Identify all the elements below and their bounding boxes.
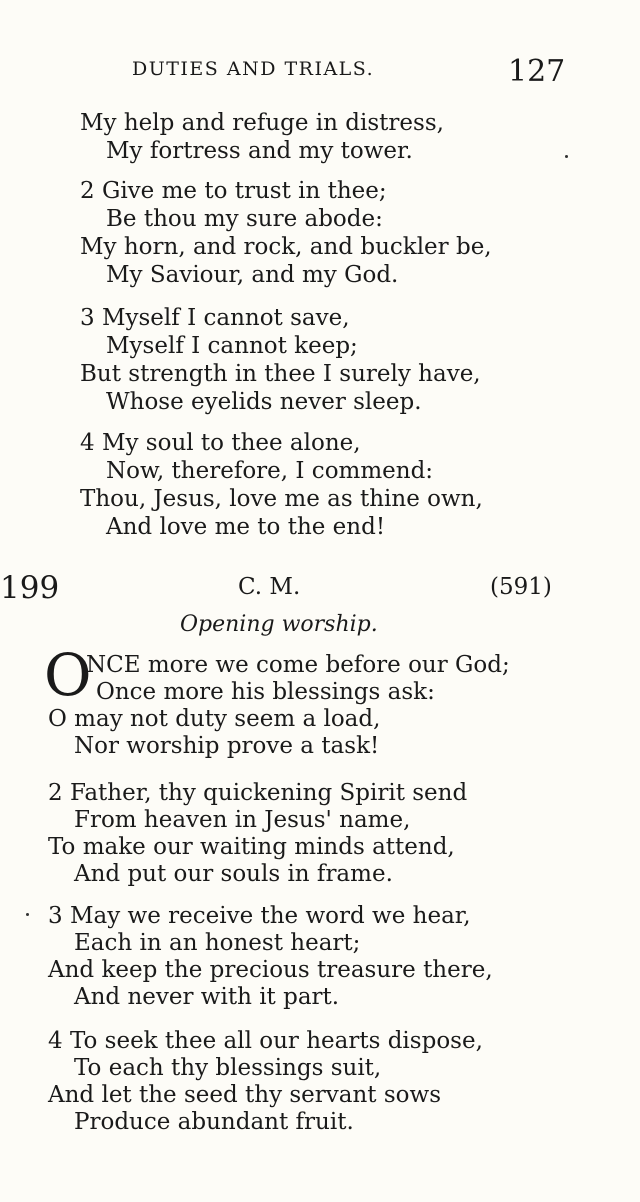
verse-line: My horn, and rock, and buckler be, <box>80 234 492 260</box>
verse-line: But strength in thee I surely have, <box>80 361 481 387</box>
verse-line: NCE more we come before our God; <box>86 652 510 678</box>
scan-speck <box>565 155 568 158</box>
verse-line: And love me to the end! <box>106 514 386 540</box>
verse-line: 4 My soul to thee alone, <box>80 430 361 456</box>
verse-line: My fortress and my tower. <box>106 138 413 164</box>
verse-line: Whose eyelids never sleep. <box>106 389 422 415</box>
verse-line: Each in an honest heart; <box>74 930 361 956</box>
verse-line: And keep the precious treasure there, <box>48 957 493 983</box>
verse-line: Nor worship prove a task! <box>74 733 380 759</box>
verse-line: And never with it part. <box>74 984 340 1010</box>
scan-speck <box>26 913 29 916</box>
hymn-meter: C. M. <box>238 574 301 600</box>
verse-line: Now, therefore, I commend: <box>106 458 434 484</box>
verse-line: To each thy blessings suit, <box>74 1055 382 1081</box>
verse-line: 2 Father, thy quickening Spirit send <box>48 780 468 806</box>
page-number: 127 <box>508 54 566 89</box>
running-head: DUTIES AND TRIALS. <box>132 58 375 80</box>
verse-line: My help and refuge in distress, <box>80 110 444 136</box>
verse-line: And put our souls in frame. <box>74 861 393 887</box>
verse-line: 2 Give me to trust in thee; <box>80 178 387 204</box>
hymn-number: 199 <box>0 570 60 606</box>
hymn-title: Opening worship. <box>180 612 378 637</box>
tune-number: (591) <box>490 574 552 600</box>
verse-line: Produce abundant fruit. <box>74 1109 354 1135</box>
verse-line: 3 May we receive the word we hear, <box>48 903 471 929</box>
verse-line: To make our waiting minds attend, <box>48 834 455 860</box>
verse-line: And let the seed thy servant sows <box>48 1082 441 1108</box>
verse-line: 3 Myself I cannot save, <box>80 305 350 331</box>
drop-cap: O <box>44 641 92 709</box>
verse-line: From heaven in Jesus' name, <box>74 807 411 833</box>
verse-line: Myself I cannot keep; <box>106 333 358 359</box>
verse-line: Be thou my sure abode: <box>106 206 383 232</box>
verse-line: O may not duty seem a load, <box>48 706 381 732</box>
verse-line: Once more his blessings ask: <box>96 679 435 705</box>
verse-line: 4 To seek thee all our hearts dispose, <box>48 1028 483 1054</box>
verse-line: My Saviour, and my God. <box>106 262 399 288</box>
verse-line: Thou, Jesus, love me as thine own, <box>80 486 483 512</box>
